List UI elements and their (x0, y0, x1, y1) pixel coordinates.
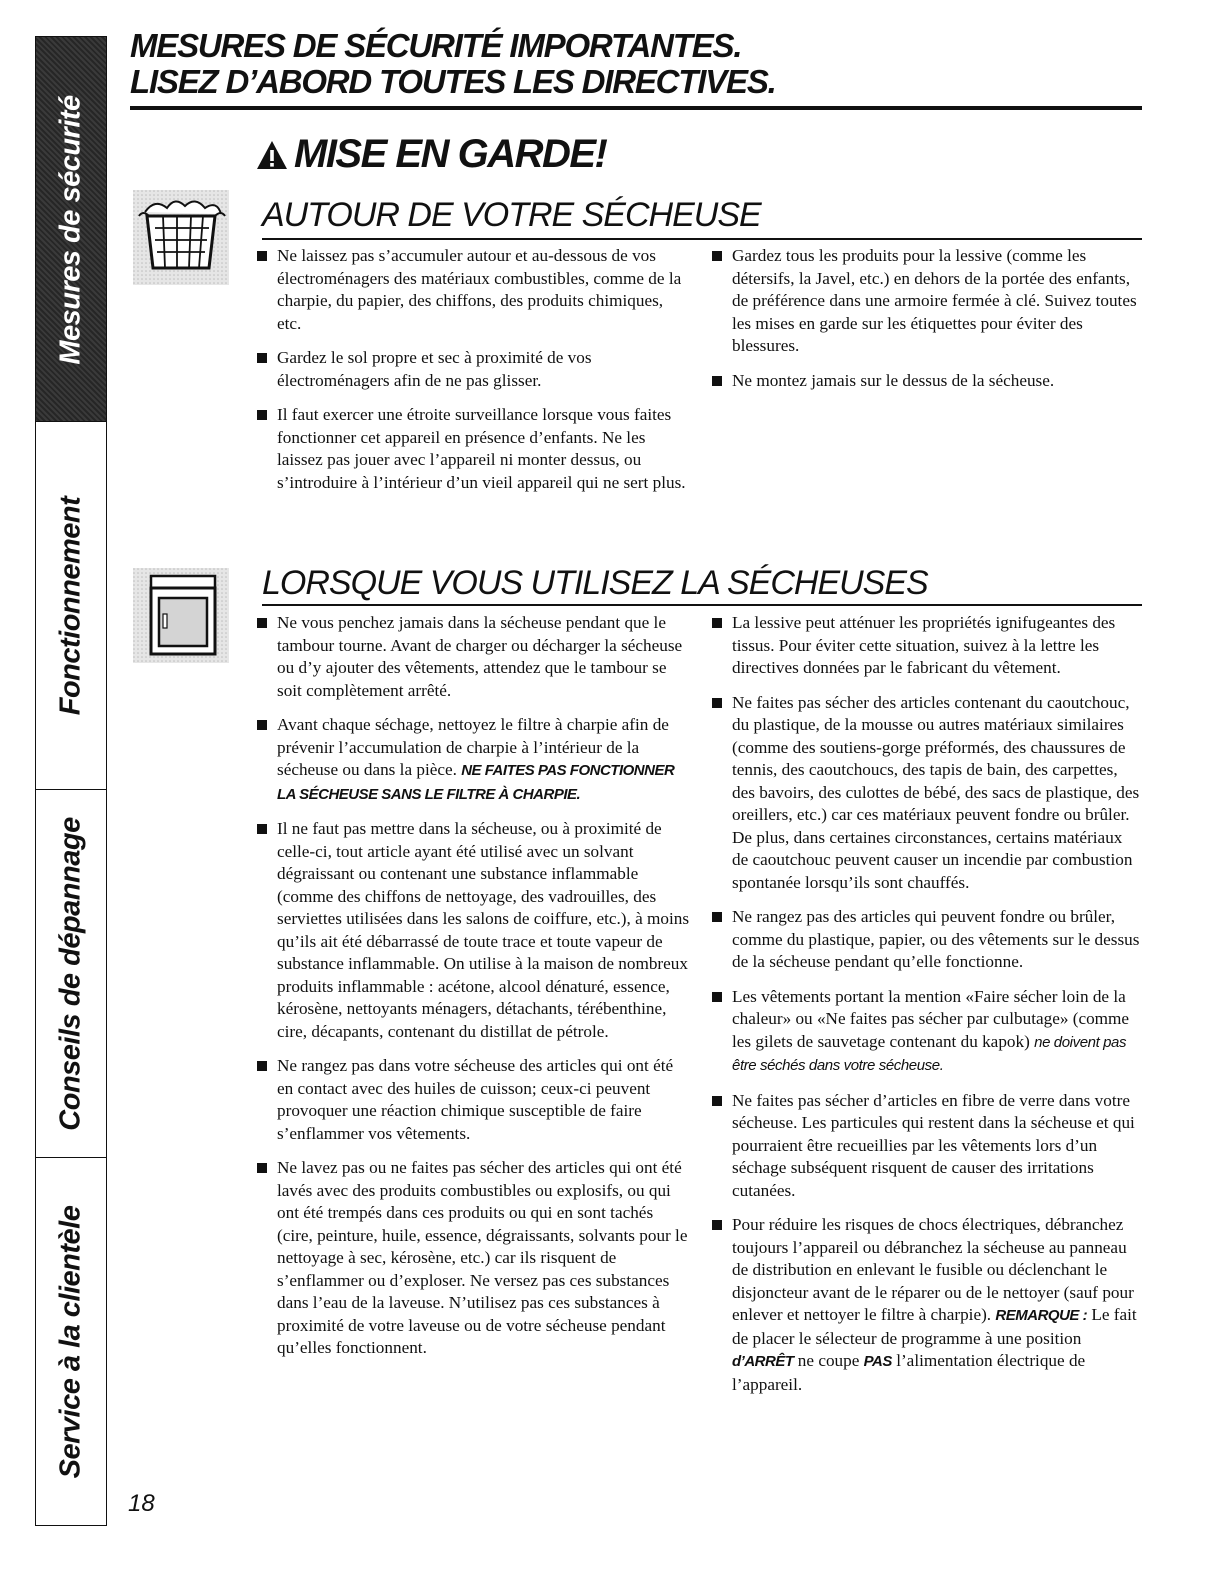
list-item: Pour réduire les risques de chocs électriques, débranchez toujours l’appareil ou débranchez la sécheuse au panneau de distribution en enlevant le fusible ou déclenchant le disjoncteur avant de le réparer ou de le nettoyer (sauf pour enlever et nettoyer le filtre à charpie). REMARQUE : Le fait de placer le sélecteur de programme à une position d’ARRÊT ne coupe PAS l’alimentation électrique de l’appareil. (712, 1214, 1142, 1396)
list-item: Ne montez jamais sur le dessus de la sécheuse. (712, 370, 1142, 393)
list-item: Ne lavez pas ou ne faites pas sécher des articles qui ont été lavés avec des produits combustibles ou explosifs, ou qui ont été trempés dans ces produits ou qui en sont tachés (cire, peinture, huile, essence, dégraissants, solvants pour le nettoyage à sec, kérosène, etc.) car ils risquent de s’enflammer ou d’exploser. Ne versez pas ces substances dans l’eau de la laveuse. N’utilisez pas ces substances à proximité de votre laveuse ou de votre sécheuse pendant qu’elles fonctionnent. (257, 1157, 692, 1360)
section-divider (262, 238, 1142, 240)
remarque-label: REMARQUE : (995, 1307, 1088, 1324)
list-item: Ne rangez pas dans votre sécheuse des articles qui ont été en contact avec des huiles de cuisson; ceux-ci peuvent provoquer une réaction chimique susceptible de faire s’enflammer vos vêtements. (257, 1055, 692, 1145)
page-number: 18 (128, 1490, 155, 1517)
list-item: Il ne faut pas mettre dans la sécheuse, ou à proximité de celle-ci, tout article ayant été utilisé avec un solvant dégraissant ou contenant une substance inflammable (comme des chiffons de nettoyage, des vadrouilles, des serviettes utilisées dans les salons de coiffure, etc.), à moins qu’ils ait été débarrassé de toute trace et toute vapeur de substance inflammable. On utilise à la maison de nombreux produits inflammable : acétone, alcool dénaturé, essence, kérosène, nettoyants ménagers, détachants, térébenthine, cire, décapants, contenant du distillat de pétrole. (257, 818, 692, 1043)
list-item: Ne vous penchez jamais dans la sécheuse pendant que le tambour tourne. Avant de charger ou décharger la sécheuse ou d’y ajouter des vêtements, attendez que le tambour se soit complètement arrêté. (257, 612, 692, 702)
list-item: Ne laissez pas s’accumuler autour et au-dessous de vos électroménagers des matériaux combustibles, comme de la charpie, du papier, des chiffons, des produits chimiques, etc. (257, 245, 687, 335)
section-title-autour: AUTOUR DE VOTRE SÉCHEUSE (262, 196, 761, 234)
list-item: Les vêtements portant la mention «Faire sécher loin de la chaleur» ou «Ne faites pas sécher par culbutage» (comme les gilets de sauvetage contenant du kapok) ne doivent pas être séchés dans votre sécheuse. (712, 986, 1142, 1078)
emphasis-text: NE FAITES PAS FONCTIONNER LA SÉCHEUSE SANS LE FILTRE À CHARPIE. (277, 762, 675, 803)
tab-label: Service à la clientèle (54, 1205, 87, 1478)
header-line-1: MESURES DE SÉCURITÉ IMPORTANTES. (130, 27, 742, 64)
section2-left-column (257, 612, 692, 1372)
section1-left-column (257, 245, 687, 506)
tab-label: Mesures de sécurité (54, 94, 87, 365)
tab-conseils-de-depannage[interactable] (35, 789, 107, 1158)
section2-right-column (712, 612, 1142, 1408)
section-tabs (35, 36, 107, 1526)
section-divider (262, 604, 1142, 606)
list-item: Ne rangez pas des articles qui peuvent fondre ou brûler, comme du plastique, papier, ou des vêtements sur le dessus de la sécheuse pendant qu’elle fonctionne. (712, 906, 1142, 974)
page-header (130, 28, 1142, 100)
tab-fonctionnement[interactable] (35, 421, 107, 790)
header-line-2: LISEZ D’ABORD TOUTES LES DIRECTIVES. (130, 63, 776, 100)
section-title-lorsque: LORSQUE VOUS UTILISEZ LA SÉCHEUSES (262, 564, 928, 602)
list-item: Il faut exercer une étroite surveillance lorsque vous faites fonctionner cet appareil en présence d’enfants. Ne les laissez pas jouer avec l’appareil ni monter dessus, ou s’introduire à l’intérieur d’un vieil appareil qui ne sert plus. (257, 404, 687, 494)
laundry-basket-icon (133, 190, 229, 285)
header-divider (130, 106, 1142, 110)
list-item: Ne faites pas sécher des articles contenant du caoutchouc, du plastique, de la mousse ou autres matériaux similaires (comme des soutiens-gorge préformés, des chaussures de tennis, des caoutchoucs, des tapis de bain, des carpettes, des bavoirs, des culottes de bébé, des sacs de plastique, des oreillers, etc.) car ces matériaux peuvent fondre ou brûler. De plus, dans certaines circonstances, certains matériaux de caoutchouc peuvent causer un incendie par combustion spontanée lorsqu’ils sont chauffés. (712, 692, 1142, 895)
warning-heading (256, 132, 606, 177)
warning-title: MISE EN GARDE! (294, 132, 607, 176)
emphasis-text: d’ARRÊT (732, 1353, 794, 1370)
list-item: La lessive peut atténuer les propriétés ignifugeantes des tissus. Pour éviter cette situation, suivez à la lettre les directives données par le fabricant du vêtement. (712, 612, 1142, 680)
tab-label: Conseils de dépannage (54, 817, 87, 1131)
warning-triangle-icon (256, 139, 288, 171)
list-item: Avant chaque séchage, nettoyez le filtre à charpie afin de prévenir l’accumulation de charpie à l’intérieur de la sécheuse ou dans la pièce. NE FAITES PAS FONCTIONNER LA SÉCHEUSE SANS LE FILTRE À CHARPIE. (257, 714, 692, 806)
list-item: Gardez le sol propre et sec à proximité de vos électroménagers afin de ne pas glisser. (257, 347, 687, 392)
list-item: Gardez tous les produits pour la lessive (comme les détersifs, la Javel, etc.) en dehors de la portée des enfants, de préférence dans une armoire fermée à clé. Suivez toutes les mises en garde sur les étiquettes pour éviter des blessures. (712, 245, 1142, 358)
tab-label: Fonctionnement (54, 496, 87, 716)
dryer-icon (133, 568, 229, 663)
list-item: Ne faites pas sécher d’articles en fibre de verre dans votre sécheuse. Les particules qui restent dans la sécheuse et qui pourraient être recueillies par les vêtements lors d’un séchage subséquent risquent de causer des irritations cutanées. (712, 1090, 1142, 1203)
tab-service-a-la-clientele[interactable] (35, 1157, 107, 1526)
section1-right-column (712, 245, 1142, 404)
emphasis-text: PAS (863, 1353, 892, 1370)
emphasis-text: ne doivent pas être séchés dans votre sécheuse. (732, 1033, 1127, 1074)
tab-mesures-de-securite[interactable] (35, 36, 107, 422)
